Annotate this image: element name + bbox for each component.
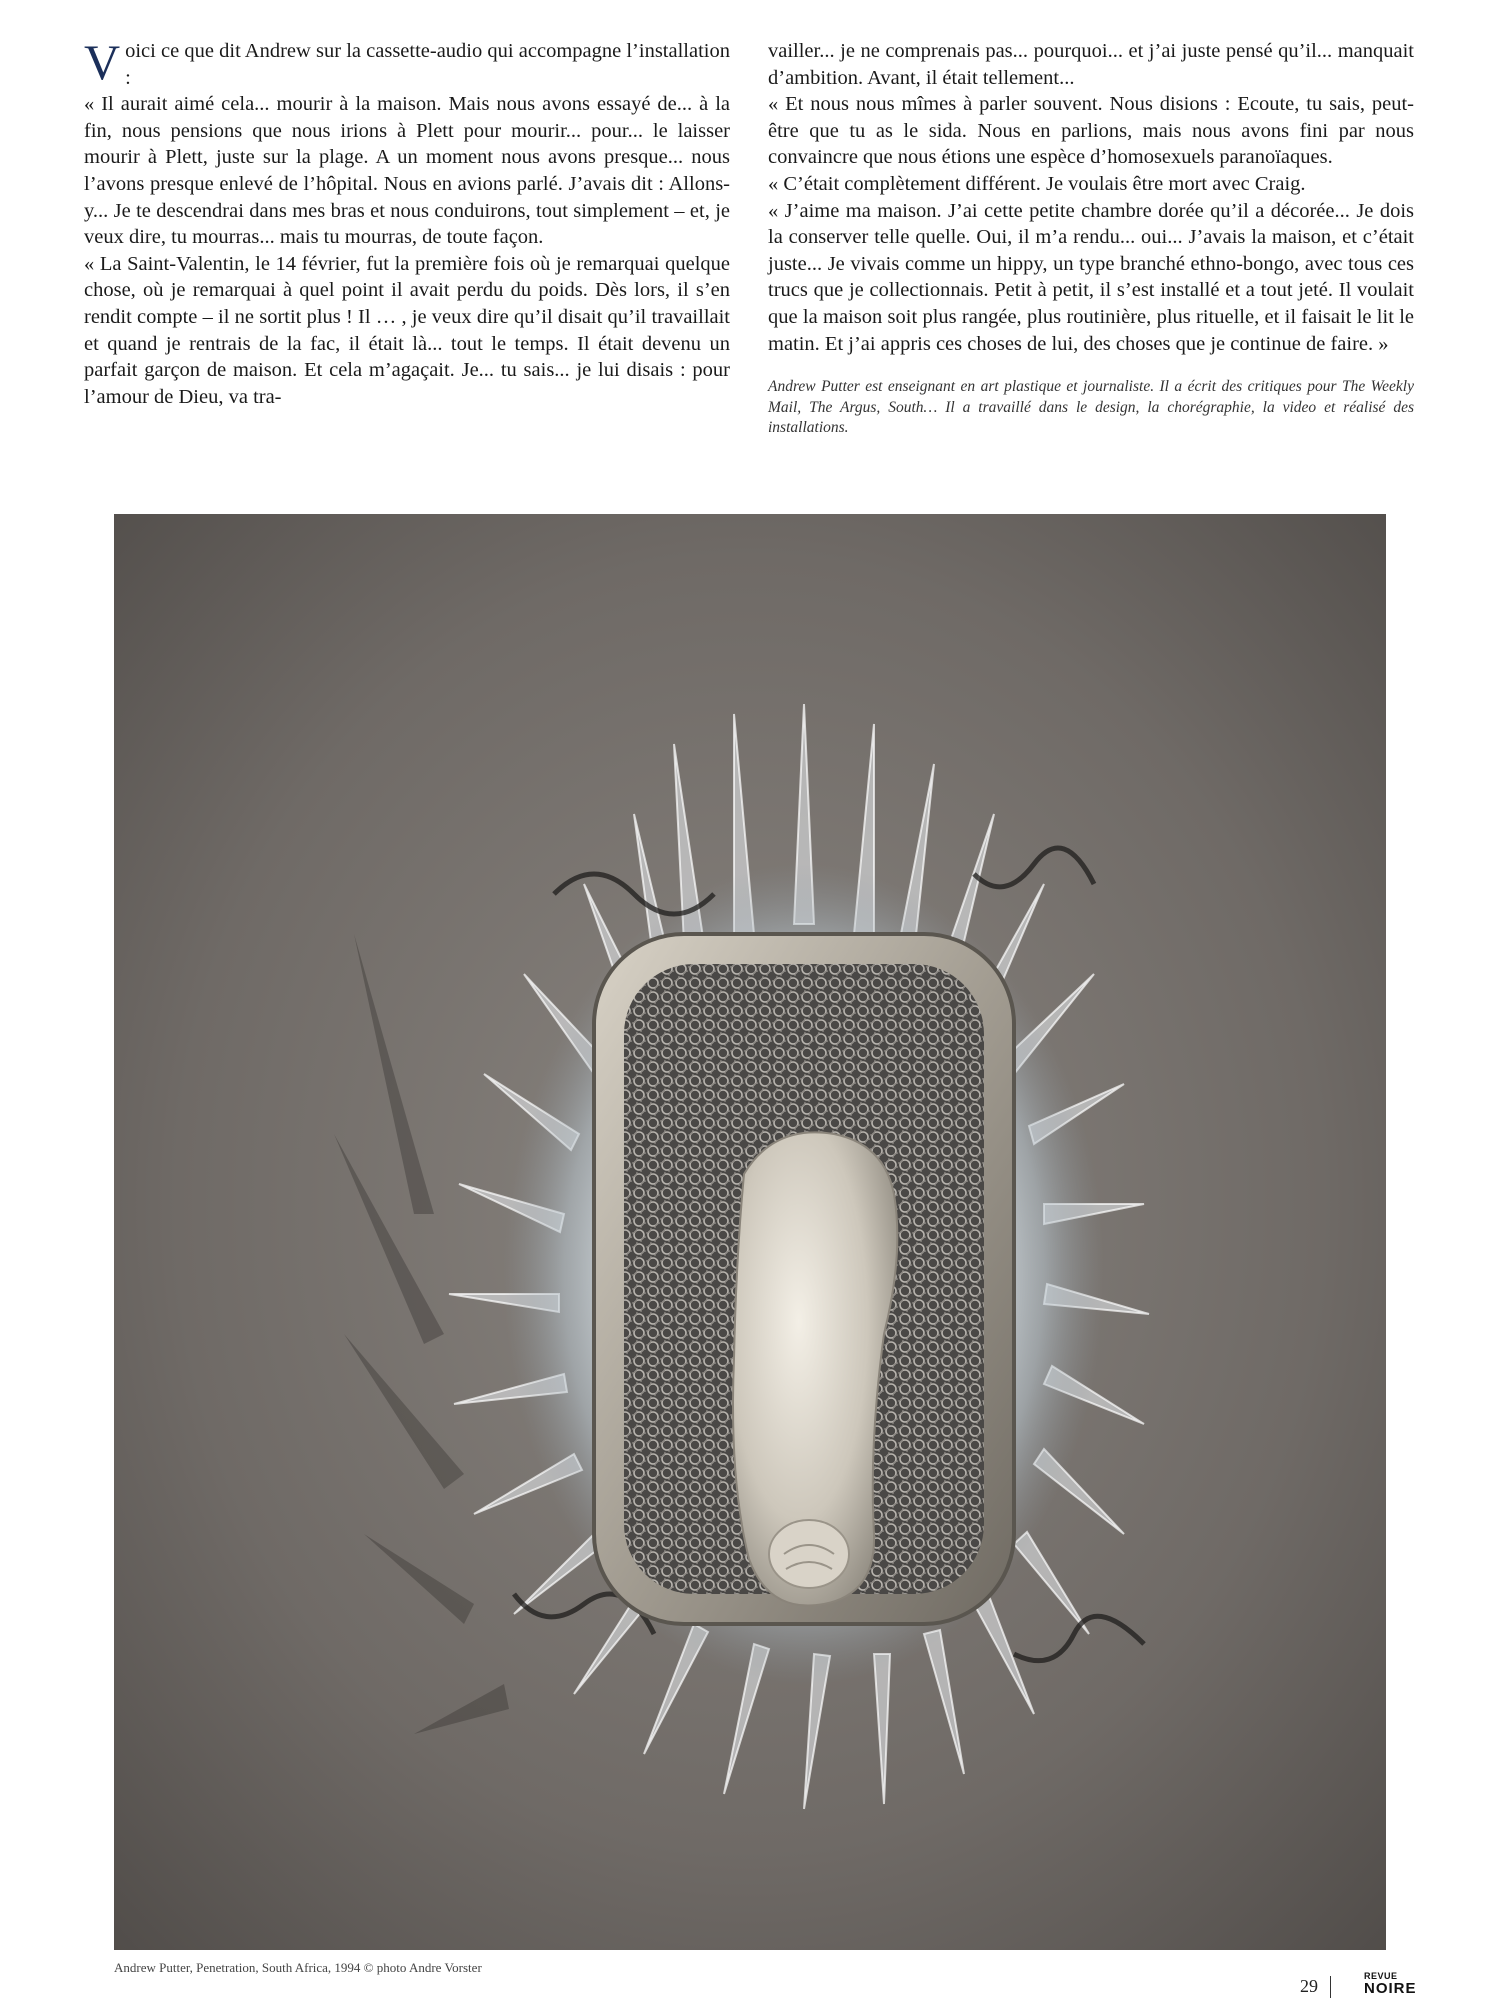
magazine-logo-bottom: NOIRE <box>1364 1980 1417 1997</box>
quote-paragraph: « La Saint-Valentin, le 14 février, fut la première fois où je remarquai quelque chose, où je remarquai à quel point il avait perdu du poids. Dès lors, il s’en rendit compte – il ne sortit plus ! Il … , je veux dire qu’il disait qu’il travaillait et quand je rentrais de la fac, il était là... tout le temps. Il était devenu un parfait garçon de maison. Et cela m’agaçait. Je... tu sais... je lui disais : pour l’amour de Dieu, va tra- <box>84 252 730 408</box>
quote-paragraph: « J’aime ma maison. J’ai cette petite chambre dorée qu’il a décorée... Je dois la conserver telle quelle. Oui, il m’a rendu... oui... J’avais la maison, et c’était juste... Je vivais comme un hippy, un type branché ethno-bongo, avec tous ces trucs que je collectionnais. Petit à petit, il s’est installé et a tout jeté. Il voulait que la maison soit plus rangée, plus routinière, plus rituelle, et il faisait le lit le matin. Et j’ai appris ces choses de lui, des choses que je continue de faire. » <box>768 199 1414 355</box>
artwork-photo <box>114 514 1386 1950</box>
footer-divider <box>1330 1976 1331 1998</box>
magazine-logo <box>1364 1972 1417 1996</box>
article-right-column <box>768 38 1414 439</box>
artwork-illustration <box>114 514 1386 1950</box>
quote-paragraph: « Et nous nous mîmes à parler souvent. Nous disions : Ecoute, tu sais, peut-être que tu as le sida. Nous en parlions, mais nous avons fini par nous convaincre que nous étions une espèce d’homosexuels paranoïaques. <box>768 93 1414 169</box>
quote-paragraph: vailler... je ne comprenais pas... pourquoi... et j’ai juste pensé qu’il... manquait d’ambition. Avant, il était tellement... <box>768 40 1414 89</box>
author-bio: Andrew Putter est enseignant en art plastique et journaliste. Il a écrit des critiques pour The Weekly Mail, The Argus, South… Il a travaillé dans le design, la chorégraphie, la video et réalisé des installations. <box>768 378 1414 437</box>
article-left-column <box>84 34 730 410</box>
drop-cap: V <box>84 34 121 90</box>
intro-paragraph <box>84 34 730 91</box>
finger-sculpture <box>733 1132 897 1605</box>
quote-paragraph: « Il aurait aimé cela... mourir à la maison. Mais nous avons essayé de... à la fin, nous pensions que nous irions à Plett pour mourir... pour... le laisser mourir à Plett, juste sur la plage. A un moment nous avons presque... nous l’avons presque enlevé de l’hôpital. Nous en avions parlé. J’avais dit : Allons-y... Je te descendrai dans mes bras et nous conduirons, tout simplement – et, je veux dire, tu mourras... mais tu mourras, de toute façon. <box>84 93 730 249</box>
intro-text: oici ce que dit Andrew sur la cassette-audio qui accompagne l’installation : <box>125 40 730 89</box>
photo-caption: Andrew Putter, Penetration, South Africa, 1994 © photo Andre Vorster <box>114 1960 482 1975</box>
page-number: 29 <box>1300 1976 1318 1996</box>
magazine-logo-top: REVUE <box>1364 1971 1398 1981</box>
quote-paragraph: « C’était complètement différent. Je voulais être mort avec Craig. <box>768 172 1306 195</box>
